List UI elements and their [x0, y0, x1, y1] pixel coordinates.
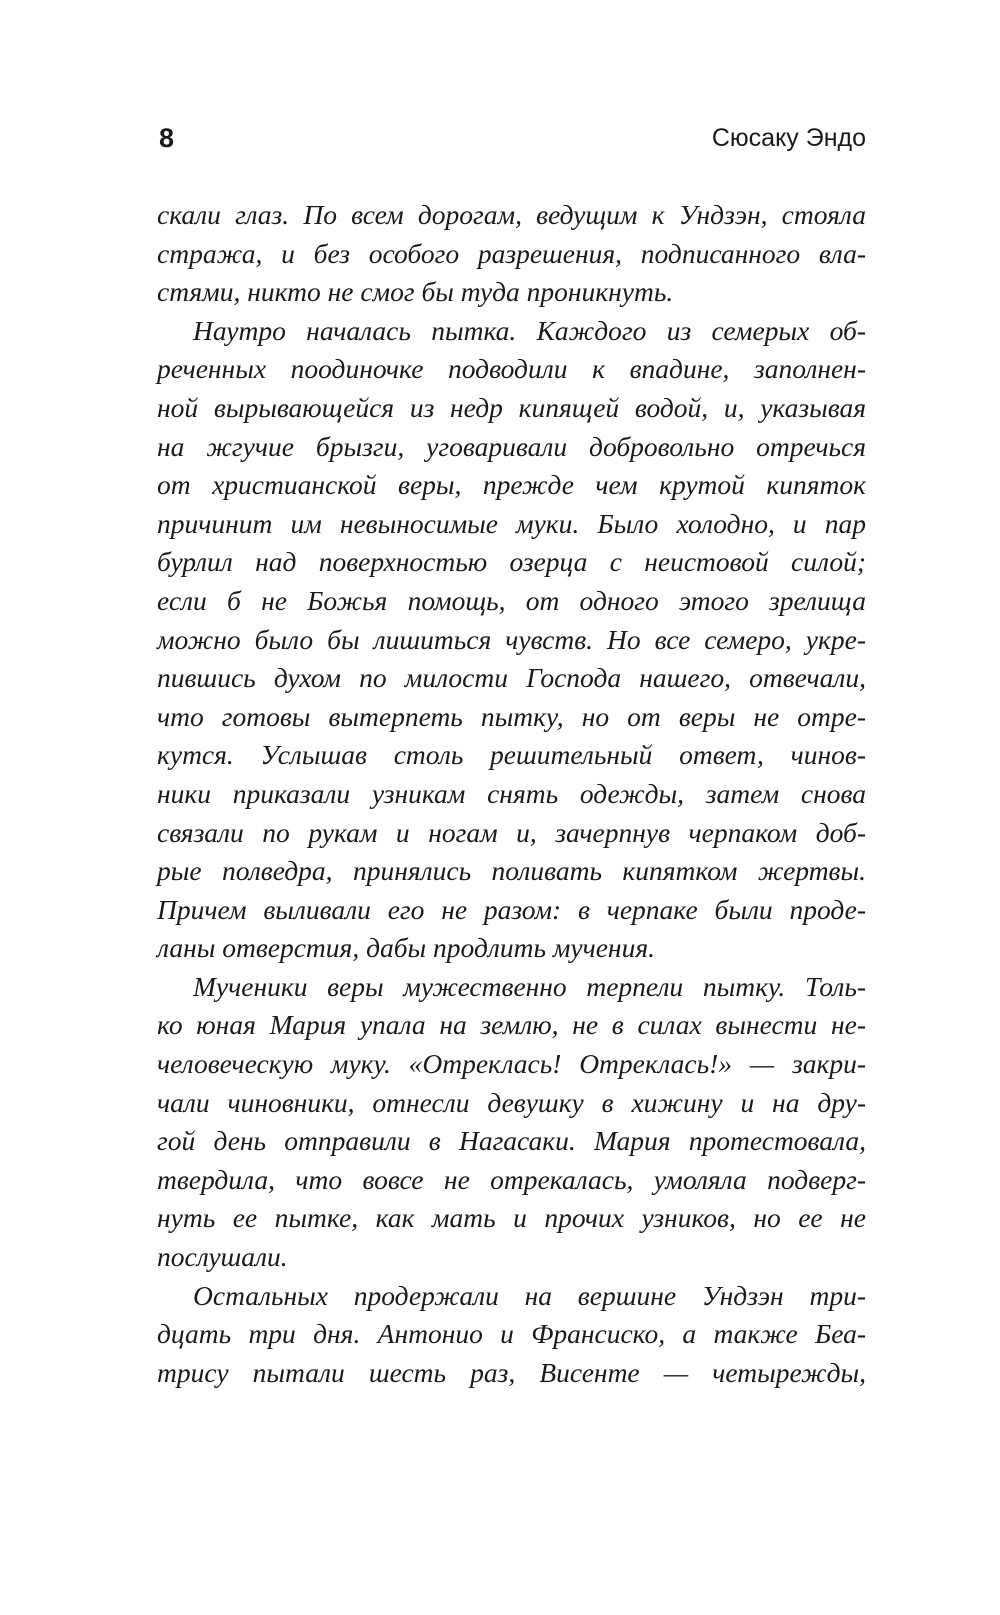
text-line: от христианской веры, прежде чем крутой кипяток [157, 469, 866, 501]
text-line: гой день отправили в Нагасаки. Мария протестовала, [157, 1125, 866, 1157]
paragraph [157, 312, 866, 968]
text-line: Мученики веры мужественно терпели пытку. Толь- [193, 970, 866, 1002]
page-number: 8 [159, 123, 175, 153]
text-line: ники приказали узникам снять одежды, затем снова [157, 777, 866, 809]
text-line: что готовы вытерпеть пытку, но от веры не отре- [157, 700, 866, 732]
text-line: на жгучие брызги, уговаривали добровольно отречься [157, 430, 866, 462]
text-line: можно было бы лишиться чувств. Но все семеро, укре- [157, 623, 866, 655]
text-line: стража, и без особого разрешения, подписанного вла- [157, 237, 866, 269]
text-line: Остальных продержали на вершине Ундзэн три- [193, 1279, 866, 1311]
text-line: ко юная Мария упала на землю, не в силах вынести не- [157, 1009, 866, 1041]
text-line: чали чиновники, отнесли девушку в хижину и на дру- [157, 1086, 866, 1118]
text-line: реченных поодиночке подводили к впадине, заполнен- [157, 353, 866, 385]
text-line: причинит им невыносимые муки. Было холодно, и пар [157, 507, 866, 539]
text-line: если б не Божья помощь, от одного этого зрелища [157, 584, 866, 616]
text-line: стями, никто не смог бы туда проникнуть. [157, 276, 674, 308]
text-line: человеческую муку. «Отреклась! Отреклась!» — закри- [157, 1048, 866, 1080]
text-line: послушали. [157, 1241, 288, 1273]
running-head-author: Сюсаку Эндо [711, 124, 866, 152]
text-line: связали по рукам и ногам и, зачерпнув черпаком доб- [157, 816, 866, 848]
text-line: кутся. Услышав столь решительный ответ, чинов- [157, 739, 866, 771]
text-line: дцать три дня. Антонио и Франсиско, а также Беа- [157, 1318, 866, 1350]
text-line: трису пытали шесть раз, Висенте — четырежды, [157, 1356, 866, 1388]
text-line: пившись духом по милости Господа нашего, отвечали, [157, 662, 866, 694]
text-line: ланы отверстия, дабы продлить мучения. [157, 932, 655, 964]
page-header [159, 116, 866, 160]
text-line: твердила, что вовсе не отрекалась, умоляла подверг- [157, 1163, 866, 1195]
text-line: Наутро началась пытка. Каждого из семерых об- [193, 314, 866, 346]
paragraph [157, 1277, 866, 1393]
text-line: скали глаз. По всем дорогам, ведущим к Ундзэн, стояла [157, 199, 866, 230]
paragraph [157, 968, 866, 1277]
paragraph [157, 196, 866, 312]
text-line: нуть ее пытке, как мать и прочих узников, но ее не [157, 1202, 866, 1234]
text-line: рые полведра, принялись поливать кипятком жертвы. [157, 855, 866, 887]
text-line: бурлил над поверхностью озерца с неистовой силой; [157, 546, 866, 578]
text-line: Причем выливали его не разом: в черпаке были проде- [157, 893, 866, 925]
text-line: ной вырывающейся из недр кипящей водой, и, указывая [157, 391, 866, 423]
body-text [157, 196, 866, 1392]
